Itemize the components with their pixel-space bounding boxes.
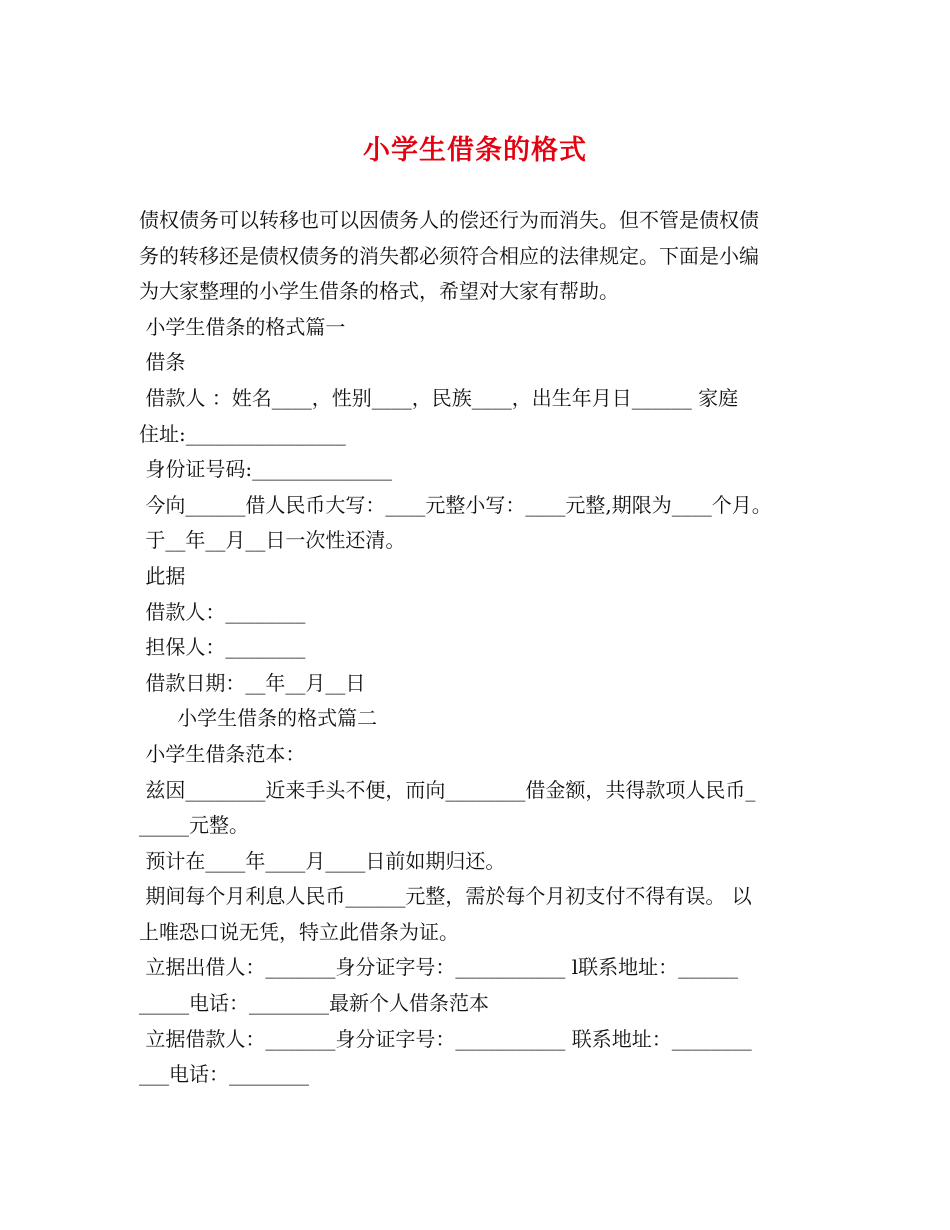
body-line: 小学生借条的格式篇二 (139, 706, 378, 731)
body-line: _____电话：________最新个人借条范本 (139, 991, 489, 1016)
body-line: 身份证号码:______________ (139, 457, 393, 482)
body-line: 立据借款人：_______身分证字号：___________ 联系地址：________ (139, 1026, 752, 1051)
body-line: 担保人：________ (139, 635, 306, 660)
body-line: 上唯恐口说无凭，特立此借条为证。 (139, 919, 459, 944)
body-line: 借款日期：__年__月__日 (139, 670, 366, 695)
body-line: _____元整。 (139, 813, 249, 838)
body-line: 今向______借人民币大写：____元整小写：____元整,期限为____个月。 (139, 492, 772, 517)
body-line: 住址:________________ (139, 421, 346, 446)
body-line: ___电话：________ (139, 1062, 309, 1087)
body-line: 立据出借人：_______身分证字号：___________ l联系地址：______ (139, 955, 739, 980)
body-line: 小学生借条范本： (139, 741, 306, 766)
body-line: 期间每个月利息人民币______元整，需於每个月初支付不得有误。 以 (139, 884, 752, 909)
body-line: 为大家整理的小学生借条的格式，希望对大家有帮助。 (139, 279, 619, 304)
document-body (139, 203, 819, 1093)
document-title: 小学生借条的格式 (363, 135, 587, 166)
body-line: 借款人：________ (139, 599, 306, 624)
body-line: 小学生借条的格式篇一 (139, 314, 346, 339)
body-line: 兹因________近来手头不便，而向________借金额，共得款项人民币_ (139, 777, 756, 802)
body-line: 务的转移还是债权债务的消失都必须符合相应的法律规定。下面是小编 (139, 243, 759, 268)
body-line: 借款人 ：姓名____，性别____，民族____，出生年月日______ 家庭 (139, 385, 739, 410)
body-line: 借条 (139, 350, 186, 375)
body-line: 于__年__月__日一次性还清。 (139, 528, 406, 553)
body-line: 债权债务可以转移也可以因债务人的偿还行为而消失。但不管是债权债 (139, 208, 759, 232)
body-line: 预计在____年____月____日前如期归还。 (139, 848, 506, 873)
body-line: 此据 (139, 563, 186, 588)
